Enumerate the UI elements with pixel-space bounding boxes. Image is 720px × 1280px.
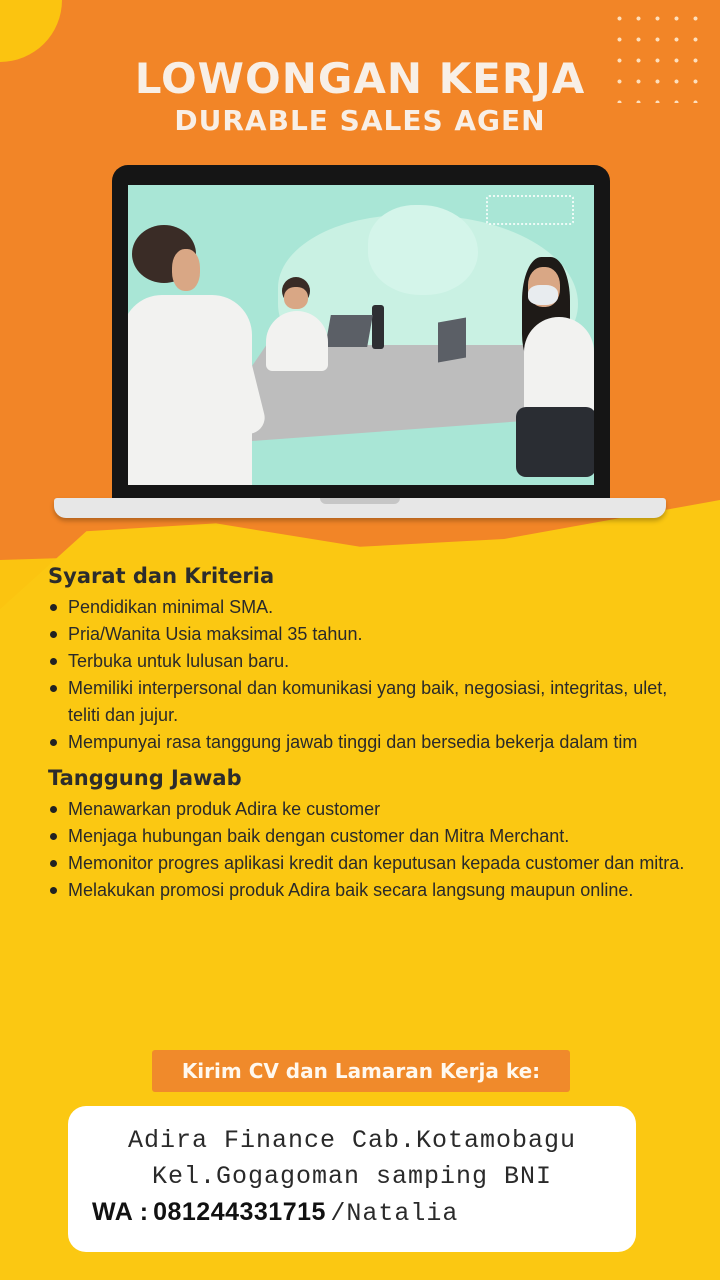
requirements-heading: Syarat dan Kriteria [48,564,275,588]
list-item: Mempunyai rasa tanggung jawab tinggi dan bersedia bekerja dalam tim [48,729,698,756]
list-item: Melakukan promosi produk Adira baik secara langsung maupun online. [48,877,698,904]
bullet-icon [50,658,57,665]
laptop-illustration [112,165,610,505]
person-middle [256,277,336,377]
responsibilities-heading: Tanggung Jawab [48,766,242,790]
contact-address-line1: Adira Finance Cab.Kotamobagu [127,1126,577,1155]
list-item: Pria/Wanita Usia maksimal 35 tahun. [48,621,698,648]
job-description [48,564,698,904]
bullet-icon [50,604,57,611]
bullet-icon [50,887,57,894]
list-item: Menjaga hubungan baik dengan customer dan Mitra Merchant. [48,823,698,850]
requirements-list [48,594,698,756]
office-meeting-photo [128,185,594,485]
person-right [498,257,594,485]
dotted-frame-decoration [486,195,574,225]
person-left [128,225,272,485]
bullet-icon [50,860,57,867]
list-item: Pendidikan minimal SMA. [48,594,698,621]
bullet-icon [50,806,57,813]
send-cv-banner: Kirim CV dan Lamaran Kerja ke: [152,1050,570,1092]
poster-subtitle: DURABLE SALES AGEN [174,104,546,137]
list-item: Menawarkan produk Adira ke customer [48,796,698,823]
whatsapp-contact [92,1198,458,1228]
bullet-icon [50,833,57,840]
list-item: Memonitor progres aplikasi kredit dan keputusan kepada customer dan mitra. [48,850,698,877]
whatsapp-label: WA : [92,1198,149,1226]
poster-title: LOWONGAN KERJA [134,54,586,103]
list-item: Terbuka untuk lulusan baru. [48,648,698,675]
list-item: Memiliki interpersonal dan komunikasi yang baik, negosiasi, integritas, ulet, teliti dan jujur. [48,675,698,729]
bullet-icon [50,631,57,638]
contact-card [68,1106,636,1252]
bullet-icon [50,739,57,746]
responsibilities-list [48,796,698,904]
contact-name: /Natalia [330,1199,459,1228]
whatsapp-number: 081244331715 [153,1198,326,1226]
laptop-notch [320,498,400,504]
bullet-icon [50,685,57,692]
contact-address-line2: Kel.Gogagoman samping BNI [151,1162,553,1191]
